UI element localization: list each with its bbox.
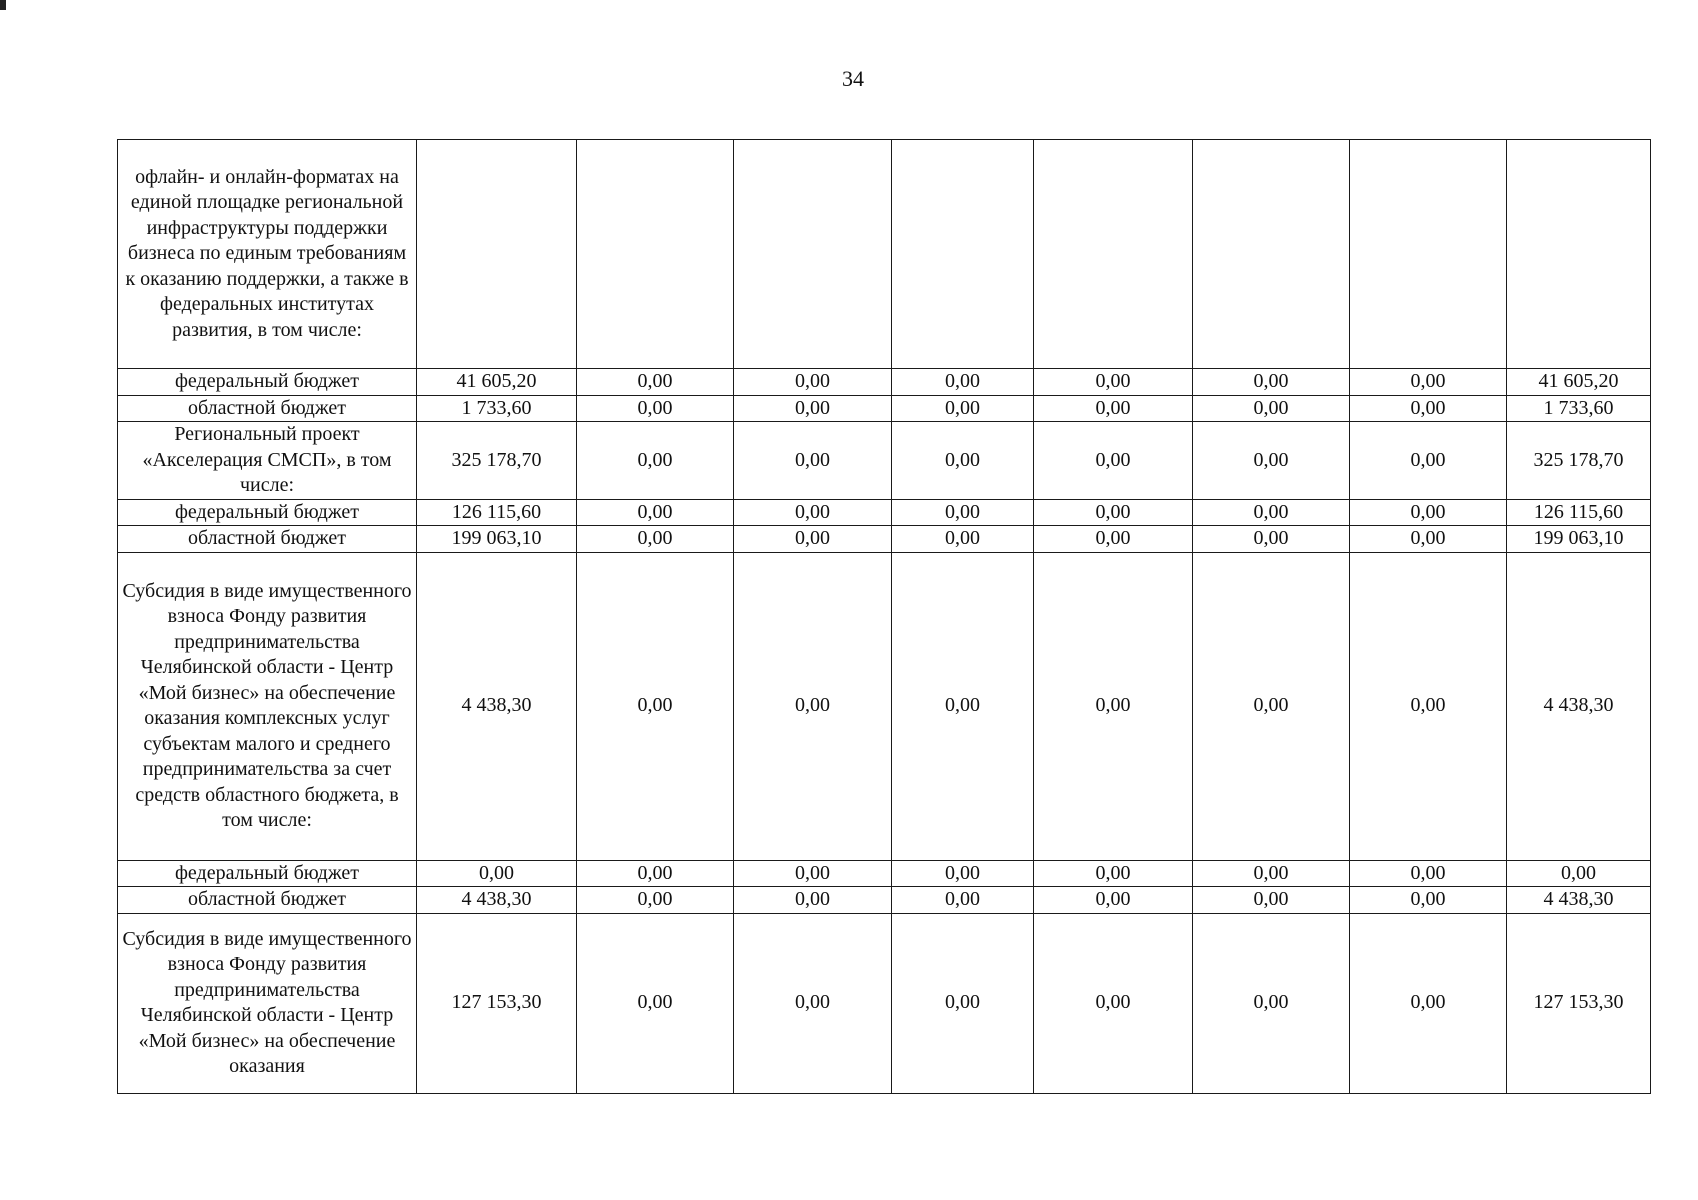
value-cell: 0,00 [577, 860, 734, 887]
value-cell: 1 733,60 [417, 395, 577, 422]
value-cell: 0,00 [1193, 860, 1350, 887]
value-cell: 127 153,30 [1507, 913, 1651, 1093]
value-cell: 0,00 [1193, 887, 1350, 914]
value-cell: 41 605,20 [1507, 369, 1651, 396]
value-cell: 0,00 [1193, 552, 1350, 860]
value-cell: 4 438,30 [1507, 552, 1651, 860]
value-cell: 4 438,30 [1507, 887, 1651, 914]
value-cell: 0,00 [1350, 860, 1507, 887]
value-cell: 1 733,60 [1507, 395, 1651, 422]
value-cell: 0,00 [1350, 499, 1507, 526]
value-cell: 0,00 [734, 369, 892, 396]
value-cell: 0,00 [1193, 395, 1350, 422]
value-cell: 0,00 [1034, 913, 1193, 1093]
table-row [118, 422, 1651, 500]
value-cell [1193, 140, 1350, 369]
value-cell: 0,00 [1350, 552, 1507, 860]
value-cell: 0,00 [892, 887, 1034, 914]
value-cell: 0,00 [417, 860, 577, 887]
value-cell: 0,00 [1193, 499, 1350, 526]
table-row [118, 499, 1651, 526]
table-row [118, 913, 1651, 1093]
value-cell: 0,00 [1350, 369, 1507, 396]
value-cell: 0,00 [734, 887, 892, 914]
value-cell: 0,00 [577, 913, 734, 1093]
value-cell: 0,00 [892, 422, 1034, 500]
value-cell: 0,00 [892, 913, 1034, 1093]
value-cell: 0,00 [892, 395, 1034, 422]
value-cell: 126 115,60 [417, 499, 577, 526]
value-cell: 0,00 [734, 860, 892, 887]
table-row [118, 369, 1651, 396]
value-cell: 0,00 [577, 422, 734, 500]
value-cell: 0,00 [1350, 395, 1507, 422]
value-cell: 4 438,30 [417, 552, 577, 860]
value-cell: 0,00 [1193, 526, 1350, 553]
value-cell: 0,00 [892, 369, 1034, 396]
value-cell: 325 178,70 [417, 422, 577, 500]
value-cell: 0,00 [734, 422, 892, 500]
row-label: областной бюджет [118, 395, 417, 422]
table-row [118, 552, 1651, 860]
value-cell: 0,00 [1193, 913, 1350, 1093]
row-label: федеральный бюджет [118, 860, 417, 887]
value-cell: 199 063,10 [1507, 526, 1651, 553]
table-row [118, 887, 1651, 914]
value-cell: 0,00 [577, 499, 734, 526]
value-cell: 0,00 [892, 552, 1034, 860]
table-body [118, 140, 1651, 1094]
value-cell: 0,00 [1034, 499, 1193, 526]
value-cell [1350, 140, 1507, 369]
value-cell: 0,00 [1350, 913, 1507, 1093]
value-cell: 127 153,30 [417, 913, 577, 1093]
value-cell: 0,00 [892, 499, 1034, 526]
value-cell: 0,00 [734, 395, 892, 422]
value-cell: 4 438,30 [417, 887, 577, 914]
value-cell: 0,00 [1193, 422, 1350, 500]
row-label: офлайн- и онлайн-форматах на единой площадке региональной инфраструктуры поддержки бизнеса по единым требованиям к оказанию поддержки, а также в федеральных институтах развития, в том числе: [118, 140, 417, 369]
value-cell: 0,00 [1034, 860, 1193, 887]
value-cell: 0,00 [734, 526, 892, 553]
row-label: Региональный проект «Акселерация СМСП», в том числе: [118, 422, 417, 500]
value-cell: 0,00 [1507, 860, 1651, 887]
value-cell: 0,00 [734, 913, 892, 1093]
value-cell: 0,00 [1193, 369, 1350, 396]
value-cell: 0,00 [577, 887, 734, 914]
value-cell [1507, 140, 1651, 369]
value-cell [417, 140, 577, 369]
table-row [118, 395, 1651, 422]
value-cell: 0,00 [892, 526, 1034, 553]
value-cell: 41 605,20 [417, 369, 577, 396]
scan-corner-mark [0, 0, 6, 10]
value-cell: 0,00 [577, 369, 734, 396]
value-cell [892, 140, 1034, 369]
row-label: Субсидия в виде имущественного взноса Фонду развития предпринимательства Челябинской области - Центр «Мой бизнес» на обеспечение оказания [118, 913, 417, 1093]
row-label: областной бюджет [118, 526, 417, 553]
value-cell: 0,00 [577, 552, 734, 860]
value-cell [577, 140, 734, 369]
value-cell: 0,00 [1034, 552, 1193, 860]
value-cell: 126 115,60 [1507, 499, 1651, 526]
table-row [118, 140, 1651, 369]
value-cell: 0,00 [1034, 887, 1193, 914]
value-cell: 0,00 [734, 552, 892, 860]
row-label: Субсидия в виде имущественного взноса Фонду развития предпринимательства Челябинской области - Центр «Мой бизнес» на обеспечение оказания комплексных услуг субъектам малого и среднего предпринимательства за счет средств областного бюджета, в том числе: [118, 552, 417, 860]
row-label: федеральный бюджет [118, 499, 417, 526]
value-cell: 0,00 [1034, 369, 1193, 396]
value-cell: 0,00 [1034, 395, 1193, 422]
value-cell: 325 178,70 [1507, 422, 1651, 500]
row-label: областной бюджет [118, 887, 417, 914]
value-cell: 0,00 [1034, 422, 1193, 500]
value-cell [1034, 140, 1193, 369]
value-cell: 199 063,10 [417, 526, 577, 553]
value-cell: 0,00 [734, 499, 892, 526]
row-label: федеральный бюджет [118, 369, 417, 396]
value-cell [734, 140, 892, 369]
value-cell: 0,00 [892, 860, 1034, 887]
table-row [118, 526, 1651, 553]
value-cell: 0,00 [577, 526, 734, 553]
value-cell: 0,00 [577, 395, 734, 422]
value-cell: 0,00 [1350, 526, 1507, 553]
value-cell: 0,00 [1350, 887, 1507, 914]
value-cell: 0,00 [1350, 422, 1507, 500]
value-cell: 0,00 [1034, 526, 1193, 553]
table-row [118, 860, 1651, 887]
budget-table [117, 139, 1651, 1094]
page-number: 34 [842, 66, 864, 91]
